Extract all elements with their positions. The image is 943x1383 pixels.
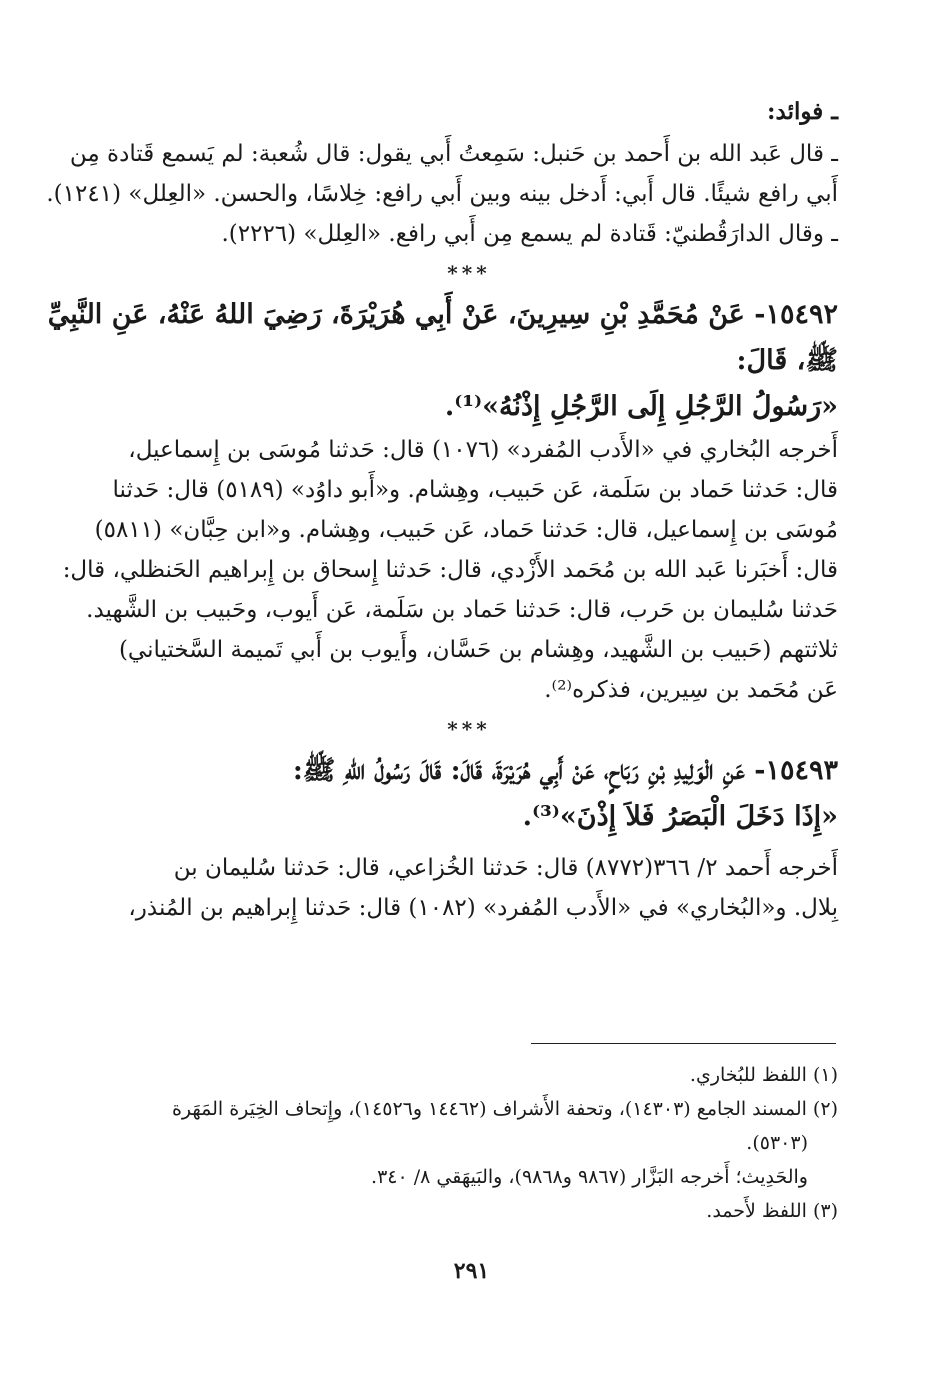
footnote: (٥٣٠٣). xyxy=(746,1132,808,1154)
footnote: (١) اللفظ للبُخاري. xyxy=(689,1064,838,1086)
text-line: ـ وقال الدارَقُطنيّ: قَتادة لم يسمع مِن أَبي رافع. «العِلل» (٢٢٢٦). xyxy=(221,221,838,247)
footnote: والحَدِيث؛ أَخرجه البَزَّار (٩٨٦٧ و٩٨٦٨)، والبَيهَقي ٨/ ٣٤٠. xyxy=(371,1166,808,1188)
footnotes xyxy=(100,1058,838,1228)
takhrij-line: عَن مُحَمد بن سِيرين، فذكره⁽²⁾. xyxy=(544,677,838,703)
takhrij-line: أَخرجه البُخاري في «الأَدب المُفرد» (١٠٧٦) قال: حَدثنا مُوسَى بن إِسماعيل، xyxy=(128,437,838,463)
page-body xyxy=(46,90,838,928)
separator-stars: *** xyxy=(447,261,491,285)
takhrij-line: قال: أَخبَرنا عَبد الله بن مُحَمد الأَزْدي، قال: حَدثنا إِسحاق بن إِبراهيم الحَنظلي، قال: xyxy=(62,557,838,583)
text-line: ـ قال عَبد الله بن أَحمد بن حَنبل: سَمِعتُ أَبي يقول: قال شُعبة: لم يَسمع قَتادة مِن xyxy=(69,141,838,167)
takhrij-line: مُوسَى بن إِسماعيل، قال: حَدثنا حَماد، عَن حَبيب، وهِشام. و«ابن حِبَّان» (٥٨١١) xyxy=(94,517,838,543)
page-number: ٢٩١ xyxy=(453,1258,490,1284)
section-heading: ـ فوائد: xyxy=(767,98,838,125)
hadith-line: ١٥٤٩٣- عَنِ الْوَلِيدِ بْنِ رَبَاحٍ، عَنْ أَبِي هُرَيْرَةَ، قَالَ: قَالَ رَسُولُ اللهِ ﷺ: xyxy=(292,755,838,786)
takhrij-line: بِلال. و«البُخاري» في «الأَدب المُفرد» (١٠٨٢) قال: حَدثنا إِبراهيم بن المُنذر، xyxy=(128,895,838,921)
hadith-text: «إِذَا دَخَلَ الْبَصَرُ فَلاَ إِذْنَ»⁽³⁾. xyxy=(522,801,838,832)
footnote: (٢) المسند الجامع (١٤٣٠٣)، وتحفة الأَشراف (١٤٤٦٢ و١٤٥٢٦)، وإِتحاف الخِيَرة المَهَرة xyxy=(171,1098,838,1120)
hadith-line: ١٥٤٩٢- عَنْ مُحَمَّدِ بْنِ سِيرِينَ، عَنْ أَبِي هُرَيْرَةَ، رَضِيَ اللهُ عَنْهُ، عَنِ النَّبِيِّ xyxy=(47,299,838,330)
footnote-divider xyxy=(531,1043,836,1044)
separator-stars: *** xyxy=(447,717,491,741)
takhrij-line: أَخرجه أَحمد ٢/ ٣٦٦(٨٧٧٢) قال: حَدثنا الخُزاعي، قال: حَدثنا سُليمان بن xyxy=(173,855,838,881)
takhrij-line: حَدثنا سُليمان بن حَرب، قال: حَدثنا حَماد بن سَلَمة، عَن أَيوب، وحَبيب بن الشَّهيد. xyxy=(86,597,838,623)
hadith-line: ﷺ، قَالَ: xyxy=(736,345,838,376)
hadith-text: «رَسُولُ الرَّجُلِ إِلَى الرَّجُلِ إِذْنُهُ»⁽¹⁾. xyxy=(444,391,838,422)
takhrij-line: قال: حَدثنا حَماد بن سَلَمة، عَن حَبيب، وهِشام. و«أَبو داوُد» (٥١٨٩) قال: حَدثنا xyxy=(112,477,838,503)
text-line: أَبي رافع شيئًا. قال أَبي: أَدخل بينه وبين أَبي رافع: خِلاسًا، والحسن. «العِلل» (١٢٤١). xyxy=(46,181,838,207)
footnote: (٣) اللفظ لأَحمد. xyxy=(706,1200,838,1222)
takhrij-line: ثلاثتهم (حَبيب بن الشَّهيد، وهِشام بن حَسَّان، وأَيوب بن أَبي تَميمة السَّختياني) xyxy=(118,637,838,663)
